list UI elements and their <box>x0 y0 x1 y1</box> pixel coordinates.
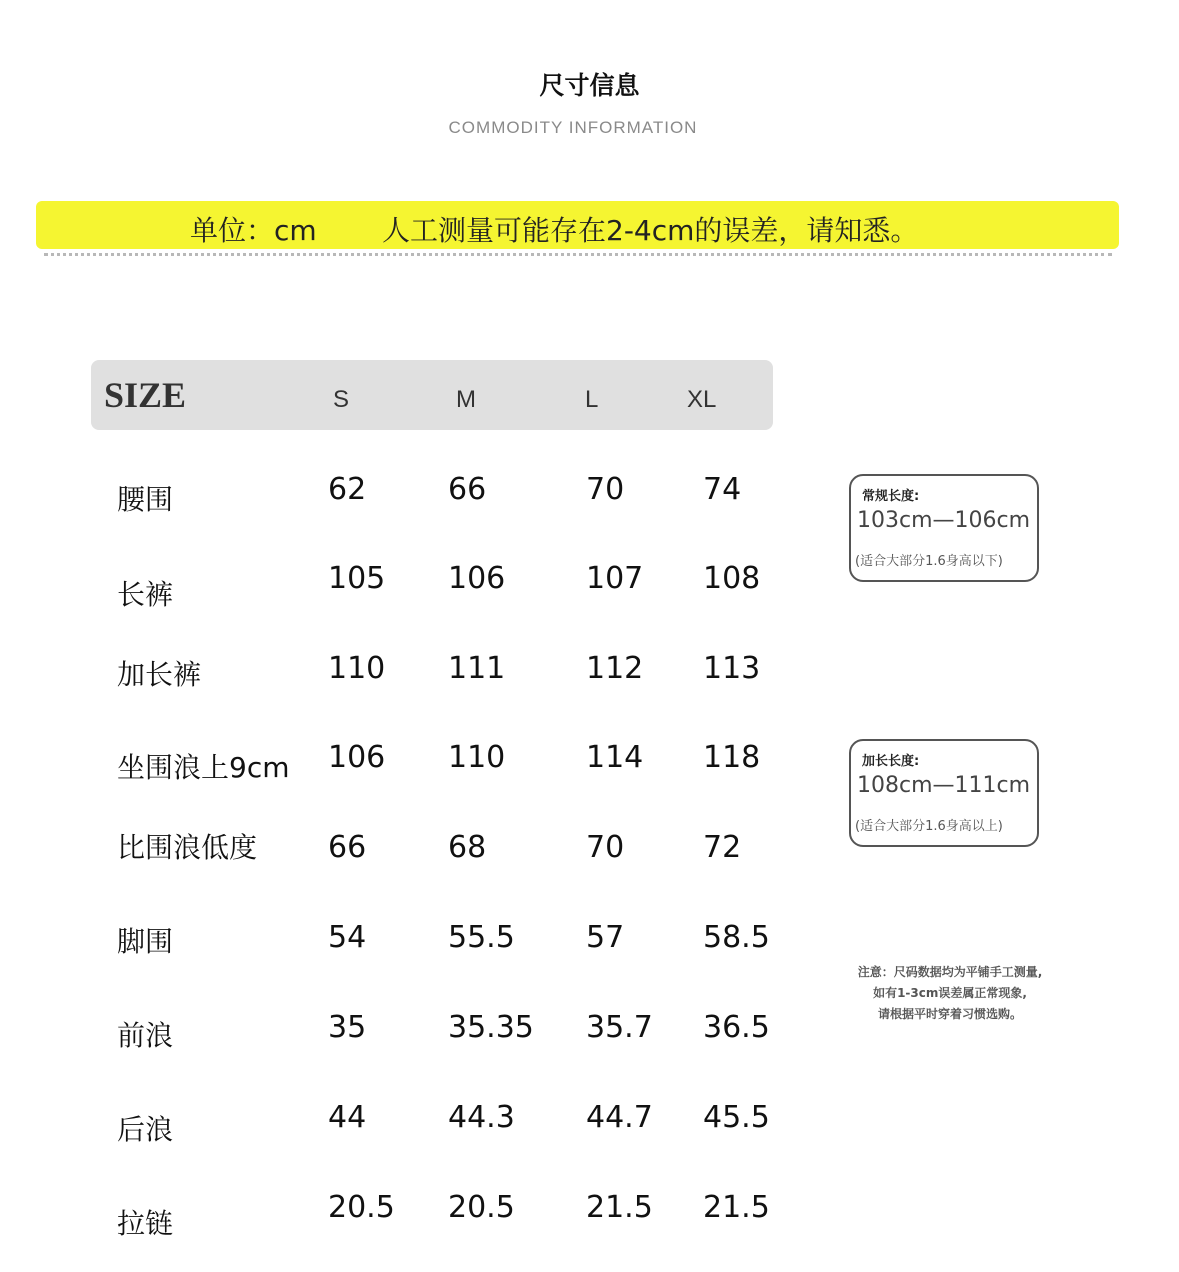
page-subtitle: COMMODITY INFORMATION <box>448 118 698 137</box>
cell-thigh-xl: 72 <box>703 830 742 865</box>
regular-length-range: 103cm—106cm <box>857 508 1031 533</box>
row-label-hem: 脚围 <box>117 925 174 958</box>
cell-front-rise-xl: 36.5 <box>703 1010 770 1045</box>
cell-hem-l: 57 <box>586 920 625 955</box>
cell-hip-m: 110 <box>448 740 506 775</box>
unit-label: 单位：cm <box>190 214 317 247</box>
cell-waist-m: 66 <box>448 472 487 507</box>
cell-front-rise-s: 35 <box>328 1010 367 1045</box>
cell-hip-l: 114 <box>586 740 644 775</box>
regular-length-title: 常规长度: <box>862 489 920 504</box>
cell-length-xl: 108 <box>703 561 761 596</box>
cell-zipper-l: 21.5 <box>586 1190 653 1225</box>
cell-zipper-xl: 21.5 <box>703 1190 770 1225</box>
regular-length-sub: (适合大部分1.6身高以下) <box>855 554 1003 569</box>
cell-thigh-s: 66 <box>328 830 367 865</box>
cell-hem-m: 55.5 <box>448 920 515 955</box>
attention-note <box>830 962 1070 1025</box>
size-header-bar <box>91 360 773 430</box>
row-label-thigh: 比围浪低度 <box>117 831 258 864</box>
row-label-zipper: 拉链 <box>117 1207 174 1240</box>
long-length-title: 加长长度: <box>862 754 920 769</box>
row-label-length: 长裤 <box>117 578 174 611</box>
cell-back-rise-l: 44.7 <box>586 1100 653 1135</box>
cell-hip-xl: 118 <box>703 740 761 775</box>
cell-waist-s: 62 <box>328 472 367 507</box>
row-label-waist: 腰围 <box>117 483 174 516</box>
cell-waist-l: 70 <box>586 472 625 507</box>
size-col-m: M <box>456 386 476 413</box>
cell-long-length-s: 110 <box>328 651 386 686</box>
row-label-back-rise: 后浪 <box>117 1113 174 1146</box>
cell-long-length-m: 111 <box>448 651 506 686</box>
size-header-label: SIZE <box>104 375 187 415</box>
page-title: 尺寸信息 <box>539 71 640 100</box>
size-col-l: L <box>585 386 599 413</box>
cell-length-m: 106 <box>448 561 506 596</box>
cell-front-rise-m: 35.35 <box>448 1010 534 1045</box>
cell-long-length-xl: 113 <box>703 651 761 686</box>
long-length-note <box>849 739 1039 847</box>
cell-hem-s: 54 <box>328 920 367 955</box>
long-length-range: 108cm—111cm <box>857 773 1031 798</box>
long-length-sub: (适合大部分1.6身高以上) <box>855 819 1003 834</box>
attention-line-3: 请根据平时穿着习惯选购。 <box>877 1007 1022 1021</box>
row-label-long-length: 加长裤 <box>117 658 202 691</box>
size-col-xl: XL <box>687 386 717 413</box>
cell-hip-s: 106 <box>328 740 386 775</box>
unit-note: 人工测量可能存在2-4cm的误差，请知悉。 <box>382 214 919 247</box>
cell-length-s: 105 <box>328 561 386 596</box>
dotted-divider <box>44 253 1112 256</box>
cell-waist-xl: 74 <box>703 472 742 507</box>
cell-zipper-s: 20.5 <box>328 1190 395 1225</box>
attention-line-1: 注意：尺码数据均为平铺手工测量, <box>857 965 1043 979</box>
attention-line-2: 如有1-3cm误差属正常现象, <box>873 986 1027 1000</box>
cell-long-length-l: 112 <box>586 651 644 686</box>
cell-hem-xl: 58.5 <box>703 920 770 955</box>
cell-back-rise-xl: 45.5 <box>703 1100 770 1135</box>
cell-zipper-m: 20.5 <box>448 1190 515 1225</box>
cell-thigh-m: 68 <box>448 830 487 865</box>
cell-front-rise-l: 35.7 <box>586 1010 653 1045</box>
row-label-hip: 坐围浪上9cm <box>117 751 290 784</box>
size-col-s: S <box>333 386 350 413</box>
cell-back-rise-s: 44 <box>328 1100 367 1135</box>
cell-thigh-l: 70 <box>586 830 625 865</box>
cell-back-rise-m: 44.3 <box>448 1100 515 1135</box>
cell-length-l: 107 <box>586 561 644 596</box>
row-label-front-rise: 前浪 <box>117 1019 174 1052</box>
regular-length-note <box>849 474 1039 582</box>
